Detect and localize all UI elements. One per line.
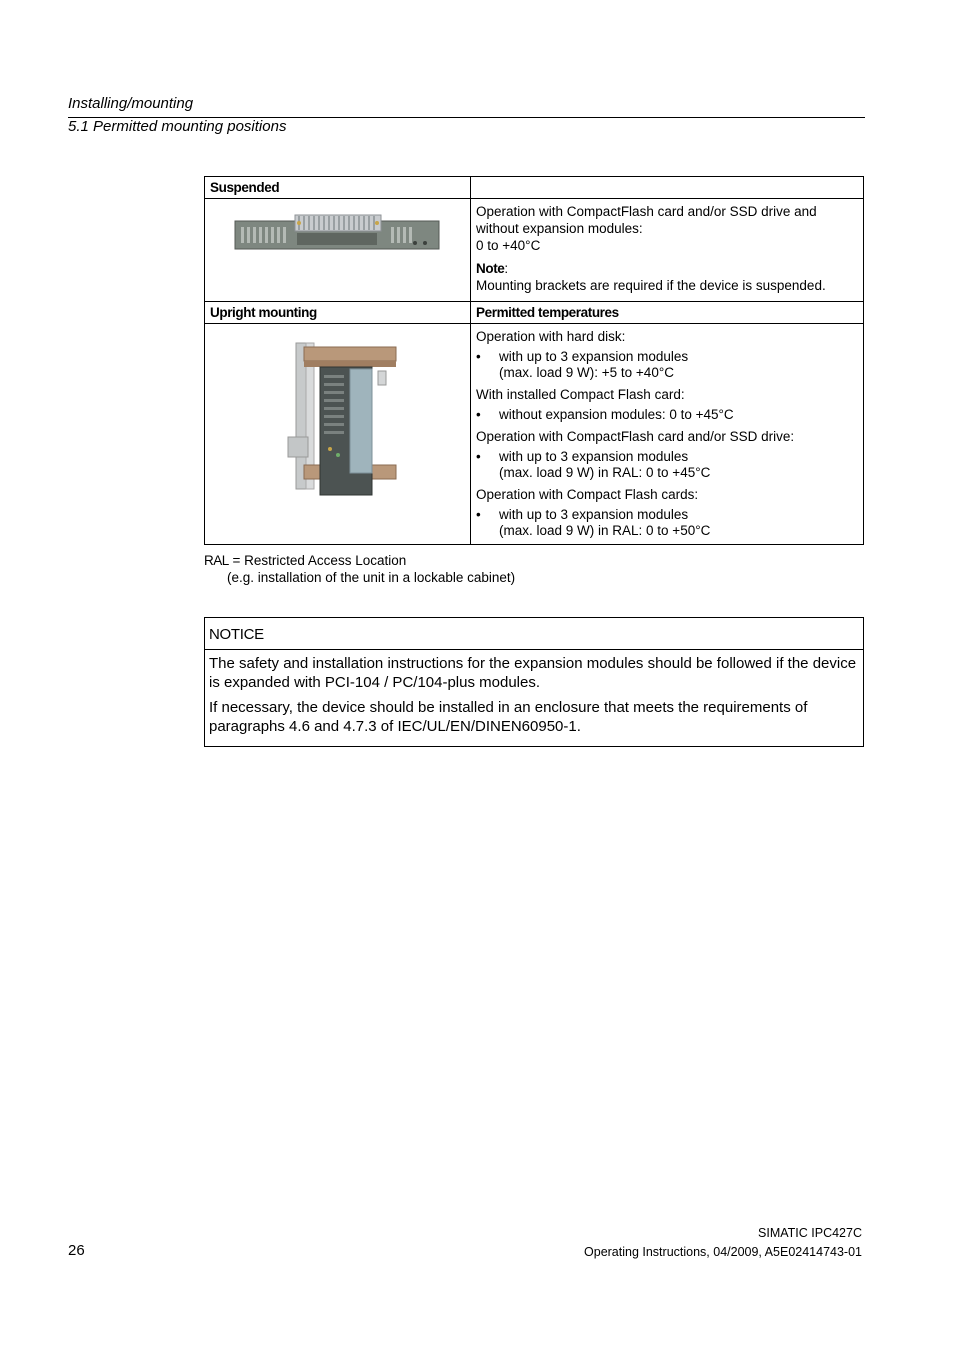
footer-product: SIMATIC IPC427C: [758, 1226, 862, 1240]
footnote: [204, 553, 515, 586]
upright-image-cell: [205, 324, 471, 545]
table-row: [205, 302, 864, 324]
list-item: [476, 349, 858, 381]
note-text: Mounting brackets are required if the device is suspended.: [476, 278, 826, 293]
footer-doc-info: Operating Instructions, 04/2009, A5E02414743-01: [584, 1245, 862, 1259]
bullet-text: (max. load 9 W): +5 to +40°C: [499, 365, 674, 380]
list-item: [476, 407, 858, 423]
page-number: 26: [68, 1242, 85, 1259]
notice-paragraph: The safety and installation instructions for the expansion modules should be followed if the device is expanded with PCI-104 / PC/104-plus modules.: [209, 655, 857, 691]
notice-paragraph: If necessary, the device should be installed in an enclosure that meets the requirements of paragraphs 4.6 and 4.7.3 of IEC/UL/EN/DINEN60950-1.: [209, 699, 808, 735]
table-row: [205, 199, 864, 302]
group-intro: With installed Compact Flash card:: [476, 387, 685, 402]
bullet-dot: •: [476, 407, 481, 422]
footnote-abbr: RAL: [204, 553, 229, 568]
list-item: [476, 507, 858, 539]
note-colon: :: [504, 261, 509, 276]
table-row: [205, 177, 864, 199]
bullet-text: (max. load 9 W) in RAL: 0 to +45°C: [499, 465, 711, 480]
suspended-heading: Suspended: [205, 177, 471, 199]
temperatures-heading: Permitted temperatures: [471, 302, 864, 324]
bullet-dot: •: [476, 449, 481, 464]
bullet-text: with up to 3 expansion modules: [499, 349, 689, 364]
notice-body: [205, 650, 863, 746]
bullet-text: without expansion modules: 0 to +45°C: [499, 407, 734, 422]
upright-details: [471, 324, 864, 545]
notice-box: [204, 617, 864, 747]
group-intro: Operation with hard disk:: [476, 329, 626, 344]
suspended-line1: Operation with CompactFlash card and/or SSD drive and: [476, 204, 817, 219]
suspended-line2: without expansion modules:: [476, 221, 643, 236]
group-intro: Operation with CompactFlash card and/or SSD drive:: [476, 429, 795, 444]
footnote-example: (e.g. installation of the unit in a lockable cabinet): [227, 569, 516, 585]
suspended-details: [471, 199, 864, 302]
suspended-image-cell: [205, 199, 471, 302]
suspended-temp: 0 to +40°C: [476, 238, 541, 253]
bullet-text: with up to 3 expansion modules: [499, 449, 689, 464]
empty-cell: [471, 177, 864, 199]
group-intro: Operation with Compact Flash cards:: [476, 487, 699, 502]
table-row: [205, 324, 864, 545]
mounting-positions-table: [204, 176, 864, 545]
bullet-dot: •: [476, 349, 481, 364]
footnote-definition: = Restricted Access Location: [228, 553, 407, 568]
bullet-text: with up to 3 expansion modules: [499, 507, 689, 522]
header-section: 5.1 Permitted mounting positions: [68, 118, 287, 135]
notice-title: NOTICE: [205, 618, 863, 650]
bullet-text: (max. load 9 W) in RAL: 0 to +50°C: [499, 523, 711, 538]
bullet-dot: •: [476, 507, 481, 522]
header-chapter: Installing/mounting: [68, 95, 194, 112]
note-label: Note: [476, 261, 505, 276]
list-item: [476, 449, 858, 481]
suspended-device-image: [233, 213, 443, 257]
upright-heading: Upright mounting: [205, 302, 471, 324]
upright-device-image: [278, 339, 398, 499]
